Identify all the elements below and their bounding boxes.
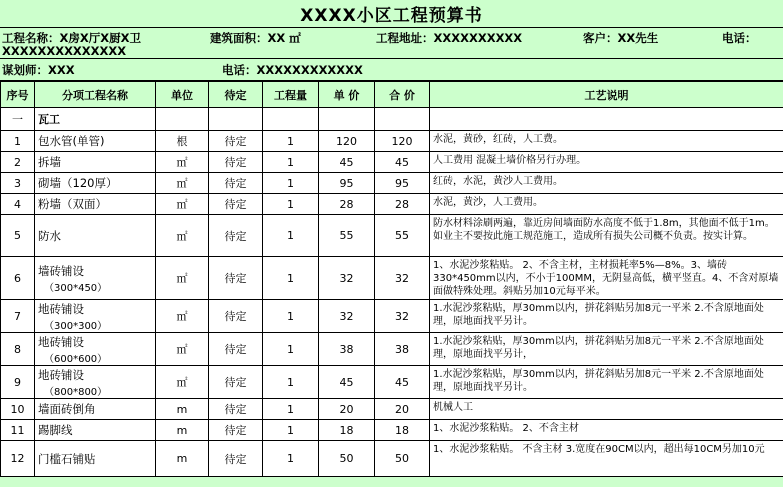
table-row — [1, 366, 783, 399]
row-desc: 1、水泥沙浆粘贴。 不含主材 3.宽度在90CM以内，超出每10CM另加10元 — [430, 441, 783, 477]
row-unit: ㎡ — [156, 300, 209, 333]
row-item-name — [35, 366, 156, 399]
row-unit: ㎡ — [156, 173, 209, 194]
row-qty: 1 — [263, 215, 319, 257]
row-item-name — [35, 152, 156, 173]
table-row — [1, 215, 783, 257]
row-qty: 1 — [263, 173, 319, 194]
row-total: 32 — [375, 257, 430, 300]
row-unit: ㎡ — [156, 366, 209, 399]
row-price: 120 — [319, 131, 375, 152]
row-total: 45 — [375, 152, 430, 173]
row-desc: 防水材料涂刷两遍，靠近房间墙面防水高度不低于1.8m，其他面不低于1m。如业主不要按此施工规范施工，造成所有损失公司概不负责。按实计算。 — [430, 215, 783, 257]
row-unit: m — [156, 420, 209, 441]
row-pending: 待定 — [209, 441, 263, 477]
row-total: 120 — [375, 131, 430, 152]
row-unit: ㎡ — [156, 257, 209, 300]
row-item-name — [35, 399, 156, 420]
row-total: 18 — [375, 420, 430, 441]
row-unit: m — [156, 441, 209, 477]
row-total: 28 — [375, 194, 430, 215]
col-header-price: 单 价 — [319, 82, 375, 108]
row-pending: 待定 — [209, 173, 263, 194]
row-price: 95 — [319, 173, 375, 194]
row-no: 5 — [1, 215, 35, 257]
row-item-title: 包水管(单管) — [38, 134, 105, 148]
row-item-title: 地砖铺设 — [38, 334, 84, 349]
row-item-title: 地砖铺设 — [38, 367, 84, 382]
row-item-name — [35, 257, 156, 300]
row-no: 2 — [1, 152, 35, 173]
table-row — [1, 257, 783, 300]
row-item-title: 门槛石铺贴 — [38, 451, 96, 466]
row-unit: m — [156, 399, 209, 420]
row-item-size: （300*450） — [44, 282, 108, 294]
row-pending: 待定 — [209, 257, 263, 300]
row-item-name — [35, 333, 156, 366]
row-unit: ㎡ — [156, 215, 209, 257]
row-item-name — [35, 300, 156, 333]
row-desc: 1.水泥沙浆粘贴，厚30mm以内，拼花斜贴另加8元一平米 2.不含原地面处理，原地面找平另计。 — [430, 366, 783, 399]
row-no: 8 — [1, 333, 35, 366]
row-total: 45 — [375, 366, 430, 399]
row-total: 20 — [375, 399, 430, 420]
row-total: 38 — [375, 333, 430, 366]
designer-phone: 电话：XXXXXXXXXXXX — [222, 63, 363, 77]
col-header-qty: 工程量 — [263, 82, 319, 108]
table-row — [1, 131, 783, 152]
row-price: 32 — [319, 257, 375, 300]
row-unit: 根 — [156, 131, 209, 152]
row-item-size: （800*800） — [44, 386, 108, 398]
col-header-pending: 待定 — [209, 82, 263, 108]
row-qty: 1 — [263, 300, 319, 333]
col-header-name: 分项工程名称 — [35, 82, 156, 108]
phone-label: 电话： — [722, 31, 757, 45]
row-qty: 1 — [263, 366, 319, 399]
row-item-name — [35, 173, 156, 194]
table-row — [1, 173, 783, 194]
row-desc: 水泥，黄砂，红砖，人工费。 — [430, 131, 783, 152]
row-price: 45 — [319, 366, 375, 399]
section-no: 一 — [1, 108, 35, 131]
row-pending: 待定 — [209, 131, 263, 152]
info-row-1 — [0, 28, 783, 59]
col-header-no: 序号 — [1, 82, 35, 108]
row-qty: 1 — [263, 399, 319, 420]
sheet-title: XXXX小区工程预算书 — [0, 0, 783, 28]
col-header-total: 合 价 — [375, 82, 430, 108]
row-item-name — [35, 131, 156, 152]
project-address: 工程地址：XXXXXXXXXX — [376, 31, 523, 45]
row-pending: 待定 — [209, 333, 263, 366]
row-price: 38 — [319, 333, 375, 366]
row-desc: 机械人工 — [430, 399, 783, 420]
row-item-title: 砌墙（120厚） — [38, 176, 118, 190]
row-item-title: 墙面砖倒角 — [38, 402, 96, 416]
section-row — [1, 108, 783, 131]
row-pending: 待定 — [209, 215, 263, 257]
row-qty: 1 — [263, 194, 319, 215]
row-no: 6 — [1, 257, 35, 300]
row-no: 7 — [1, 300, 35, 333]
client-name: 客户：XX先生 — [583, 31, 659, 45]
row-pending: 待定 — [209, 152, 263, 173]
row-unit: ㎡ — [156, 152, 209, 173]
row-total: 95 — [375, 173, 430, 194]
row-no: 11 — [1, 420, 35, 441]
row-no: 10 — [1, 399, 35, 420]
row-pending: 待定 — [209, 194, 263, 215]
row-no: 9 — [1, 366, 35, 399]
table-row — [1, 333, 783, 366]
row-item-title: 粉墙（双面） — [38, 197, 107, 211]
row-no: 4 — [1, 194, 35, 215]
project-name: 工程名称：X房X厅X厨X卫 — [2, 31, 141, 45]
row-item-name — [35, 420, 156, 441]
row-desc: 1.水泥沙浆粘贴，厚30mm以内，拼花斜贴另加8元一平米 2.不含原地面处理，原地面找平另计。 — [430, 300, 783, 333]
row-desc: 人工费用 混凝土墙价格另行办理。 — [430, 152, 783, 173]
row-pending: 待定 — [209, 399, 263, 420]
row-unit: ㎡ — [156, 333, 209, 366]
col-header-desc: 工艺说明 — [430, 82, 783, 108]
row-item-title: 防水 — [38, 228, 61, 243]
row-item-title: 墙砖铺设 — [38, 263, 84, 278]
row-desc: 红砖，水泥，黄沙人工费用。 — [430, 173, 783, 194]
table-row — [1, 152, 783, 173]
row-unit: ㎡ — [156, 194, 209, 215]
phone-value: XXXXXXXXXXXXXX — [2, 44, 127, 58]
row-pending: 待定 — [209, 300, 263, 333]
table-row — [1, 399, 783, 420]
row-no: 3 — [1, 173, 35, 194]
row-item-title: 拆墙 — [38, 155, 61, 169]
row-price: 55 — [319, 215, 375, 257]
row-total: 50 — [375, 441, 430, 477]
row-qty: 1 — [263, 152, 319, 173]
section-name: 瓦工 — [35, 108, 156, 131]
designer: 谋划师：XXX — [2, 63, 75, 77]
row-price: 20 — [319, 399, 375, 420]
table-row — [1, 194, 783, 215]
building-area: 建筑面积：XX ㎡ — [210, 31, 301, 45]
row-item-size: （600*600） — [44, 353, 108, 365]
row-no: 1 — [1, 131, 35, 152]
row-qty: 1 — [263, 420, 319, 441]
row-item-size: （300*300） — [44, 320, 108, 332]
row-price: 50 — [319, 441, 375, 477]
row-item-name — [35, 194, 156, 215]
row-item-name — [35, 215, 156, 257]
row-item-title: 踢脚线 — [38, 423, 73, 437]
row-desc: 1、水泥沙浆粘贴。 2、不含主材 — [430, 420, 783, 441]
row-qty: 1 — [263, 257, 319, 300]
row-price: 18 — [319, 420, 375, 441]
row-price: 28 — [319, 194, 375, 215]
row-qty: 1 — [263, 131, 319, 152]
row-price: 32 — [319, 300, 375, 333]
info-row-2 — [0, 59, 783, 81]
row-price: 45 — [319, 152, 375, 173]
row-pending: 待定 — [209, 366, 263, 399]
table-row — [1, 420, 783, 441]
row-qty: 1 — [263, 441, 319, 477]
row-total: 55 — [375, 215, 430, 257]
row-desc: 水泥，黄沙，人工费用。 — [430, 194, 783, 215]
row-no: 12 — [1, 441, 35, 477]
row-item-name — [35, 441, 156, 477]
row-desc: 1.水泥沙浆粘贴，厚30mm以内，拼花斜贴另加8元一平米 2.不含原地面处理，原地面找平另计， — [430, 333, 783, 366]
header-row — [1, 82, 783, 108]
table-row — [1, 441, 783, 477]
row-item-title: 地砖铺设 — [38, 301, 84, 316]
row-desc: 1、水泥沙浆粘贴。 2、不含主材，主材损耗率5%—8%。3、墙砖330*450mm以内，不小于100MM，无阴显高低，横平竖直。4、不含对原墙面做特殊处理。斜贴另加10元每平米。 — [430, 257, 783, 300]
budget-table — [0, 81, 783, 477]
row-pending: 待定 — [209, 420, 263, 441]
row-total: 32 — [375, 300, 430, 333]
table-row — [1, 300, 783, 333]
row-qty: 1 — [263, 333, 319, 366]
col-header-unit: 单位 — [156, 82, 209, 108]
